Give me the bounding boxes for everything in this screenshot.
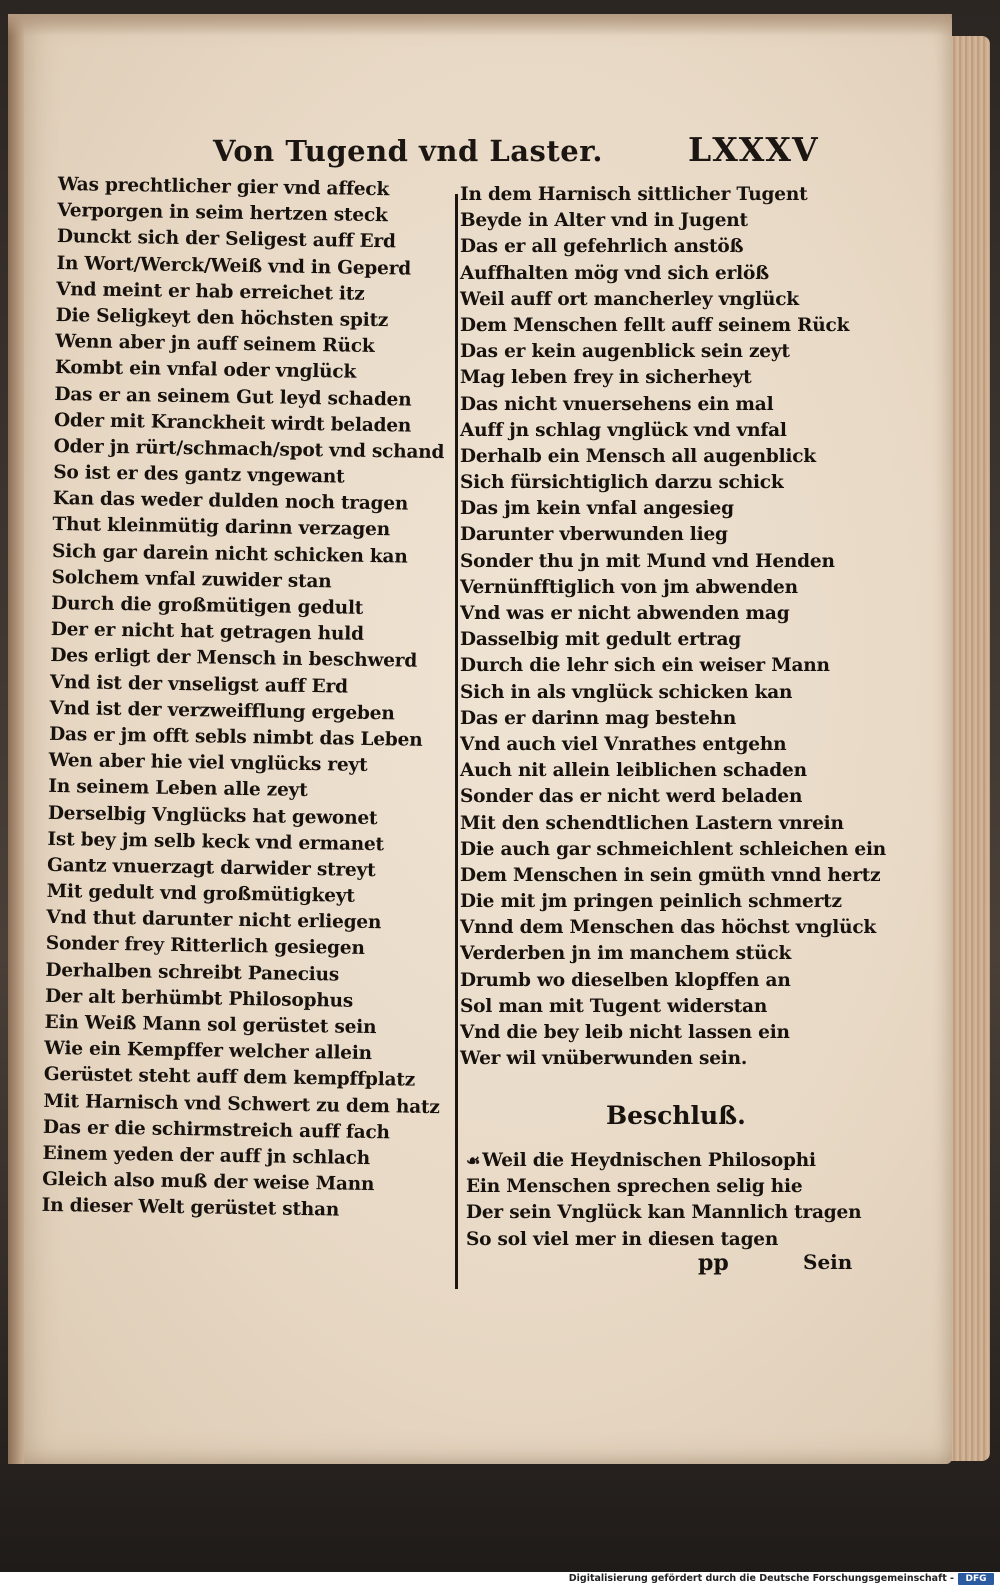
- column-divider: [455, 194, 458, 1289]
- verse-line: Auffhalten mög vnd sich erlöß: [460, 262, 769, 284]
- verse-line: Das er die schirmstreich auff fach: [42, 1116, 390, 1144]
- verse-line: Derhalb ein Mensch all augenblick: [460, 445, 816, 467]
- verse-line: Derhalben schreibt Panecius: [45, 959, 340, 986]
- right-column: [460, 182, 887, 1072]
- verse-line: Das jm kein vnfal angesieg: [460, 498, 734, 520]
- verse-line: Mit gedult vnd großmütigkeyt: [46, 880, 355, 907]
- verse-line: Vnd ist der vnseligst auff Erd: [49, 671, 348, 698]
- verse-line: Die Seligkeyt den höchsten spitz: [55, 304, 389, 332]
- verse-line: Solchem vnfal zuwider stan: [51, 566, 332, 593]
- verse-line: Das er an seinem Gut leyd schaden: [54, 383, 412, 411]
- verse-line: Vnd thut darunter nicht erliegen: [46, 907, 382, 934]
- verse-line: In dieser Welt gerüstet sthan: [41, 1195, 340, 1221]
- verse-line: Der er nicht hat getragen huld: [50, 619, 364, 646]
- verse-line: Sonder das er nicht werd beladen: [460, 786, 803, 808]
- verse-line: Sonder thu jn mit Mund vnd Henden: [460, 550, 835, 572]
- verse-line: Beyde in Alter vnd in Jugent: [460, 210, 748, 232]
- verse-line: [466, 1148, 886, 1174]
- verse-line: Vnd auch viel Vnrathes entgehn: [460, 733, 787, 755]
- footer-credit: Digitalisierung gefördert durch die Deutsche Forschungsgemeinschaft -: [568, 1573, 954, 1584]
- verse-line: Das er darinn mag bestehn: [460, 707, 737, 729]
- verse-line: Oder mit Kranckheit wirdt beladen: [53, 409, 412, 437]
- verse-line: Thut kleinmütig darinn verzagen: [52, 514, 391, 541]
- verse-line: Sonder frey Ritterlich gesiegen: [45, 933, 365, 960]
- left-column: [42, 172, 453, 1226]
- verse-line: So sol viel mer in diesen tagen: [466, 1228, 779, 1250]
- verse-line: Drumb wo dieselben klopffen an: [460, 969, 791, 991]
- verse-line: Mit den schendtlichen Lastern vnrein: [460, 812, 844, 834]
- verse-line: Wer wil vnüberwunden sein.: [460, 1048, 748, 1070]
- signature-mark: pp: [698, 1250, 729, 1276]
- verse-line: Sich in als vnglück schicken kan: [460, 681, 793, 703]
- verse-line: Mag leben frey in sicherheyt: [460, 367, 752, 389]
- verse-line: Durch die großmütigen gedult: [51, 592, 364, 619]
- verse-line: In Wort/Werck/Weiß vnd in Geperd: [56, 252, 412, 280]
- binding-gutter: [8, 14, 24, 1464]
- running-title: Von Tugend vnd Laster.: [213, 134, 603, 168]
- verse-line: Weil auff ort mancherley vnglück: [460, 288, 799, 310]
- verse-line: Die auch gar schmeichlent schleichen ein: [460, 838, 887, 860]
- verse-line: Der alt berhümbt Philosophus: [44, 985, 354, 1012]
- verse-line: Wenn aber jn auff seinem Rück: [55, 331, 375, 358]
- verse-line: Das er kein augenblick sein zeyt: [460, 341, 790, 363]
- verse-line: Durch die lehr sich ein weiser Mann: [460, 655, 830, 677]
- verse-line: Auch nit allein leiblichen schaden: [460, 760, 807, 782]
- verse-line: Sich gar darein nicht schicken kan: [51, 540, 408, 568]
- verse-line: Ein Menschen sprechen selig hie: [466, 1176, 803, 1198]
- verse-line: In dem Harnisch sittlicher Tugent: [460, 184, 808, 205]
- verse-text: Weil die Heydnischen Philosophi: [482, 1150, 816, 1171]
- section-lines: [466, 1148, 886, 1253]
- verse-line: Derselbig Vnglücks hat gewonet: [47, 802, 378, 829]
- verse-line: So ist er des gantz vngewant: [53, 462, 345, 488]
- verse-line: Verderben jn im manchem stück: [460, 943, 792, 965]
- verse-line: Kan das weder dulden noch tragen: [52, 488, 409, 515]
- book-page: [8, 14, 952, 1464]
- pilcrow-icon: ☙: [466, 1151, 481, 1170]
- verse-line: Das er all gefehrlich anstöß: [460, 236, 744, 258]
- folio-number: LXXXV: [688, 130, 819, 169]
- verse-line: Sich fürsichtiglich darzu schick: [460, 472, 784, 494]
- verse-line: Mit Harnisch vnd Schwert zu dem hatz: [43, 1090, 440, 1118]
- verse-line: Vnd was er nicht abwenden mag: [460, 603, 790, 624]
- verse-line: Die mit jm pringen peinlich schmertz: [460, 891, 842, 913]
- verse-line: In seinem Leben alle zeyt: [48, 776, 308, 802]
- verse-line: Sol man mit Tugent widerstan: [460, 995, 768, 1017]
- verse-line: Kombt ein vnfal oder vnglück: [54, 357, 357, 384]
- verse-line: Wen aber hie viel vnglücks reyt: [48, 750, 368, 777]
- verse-line: Gantz vnuerzagt darwider streyt: [46, 854, 376, 881]
- dfg-logo-icon: DFG: [958, 1573, 994, 1585]
- page-top-edge: [8, 14, 952, 36]
- verse-line: Der sein Vnglück kan Mannlich tragen: [466, 1202, 862, 1224]
- verse-line: Verporgen in seim hertzen steck: [57, 200, 388, 227]
- verse-line: Wie ein Kempffer welcher allein: [44, 1038, 373, 1065]
- verse-line: Das er jm offt sebls nimbt das Leben: [49, 723, 423, 751]
- verse-line: Dem Menschen in sein gmüth vnnd hertz: [460, 864, 881, 886]
- verse-line: Einem yeden der auff jn schlach: [42, 1142, 371, 1169]
- verse-line: Vnd meint er hab erreichet itz: [55, 278, 365, 305]
- verse-line: Vernünfftiglich von jm abwenden: [460, 576, 798, 598]
- verse-line: Ist bey jm selb keck vnd ermanet: [47, 828, 385, 855]
- verse-line: Gerüstet steht auff dem kempffplatz: [43, 1064, 416, 1092]
- verse-line: Was prechtlicher gier vnd affeck: [57, 173, 390, 201]
- verse-line: Dunckt sich der Seligest auff Erd: [56, 226, 396, 253]
- verse-line: Auff jn schlag vnglück vnd vnfal: [460, 419, 787, 441]
- verse-line: Darunter vberwunden lieg: [460, 524, 728, 546]
- verse-line: Dem Menschen fellt auff seinem Rück: [460, 314, 850, 336]
- verse-line: Dasselbig mit gedult ertrag: [460, 629, 742, 651]
- verse-line: Ein Weiß Mann sol gerüstet sein: [44, 1011, 377, 1039]
- verse-line: Vnd ist der verzweifflung ergeben: [49, 697, 395, 725]
- footer-bar: [0, 1572, 1000, 1586]
- verse-line: Des erligt der Mensch in beschwerd: [50, 645, 418, 673]
- catchword: Sein: [803, 1250, 853, 1274]
- verse-line: Gleich also muß der weise Mann: [42, 1169, 375, 1196]
- verse-line: Vnd die bey leib nicht lassen ein: [460, 1022, 790, 1043]
- verse-line: Oder jn rürt/schmach/spot vnd schand: [53, 435, 445, 463]
- section-heading: Beschluß.: [606, 1101, 746, 1130]
- verse-line: Das nicht vnuersehens ein mal: [460, 393, 774, 415]
- verse-line: Vnnd dem Menschen das höchst vnglück: [460, 917, 877, 939]
